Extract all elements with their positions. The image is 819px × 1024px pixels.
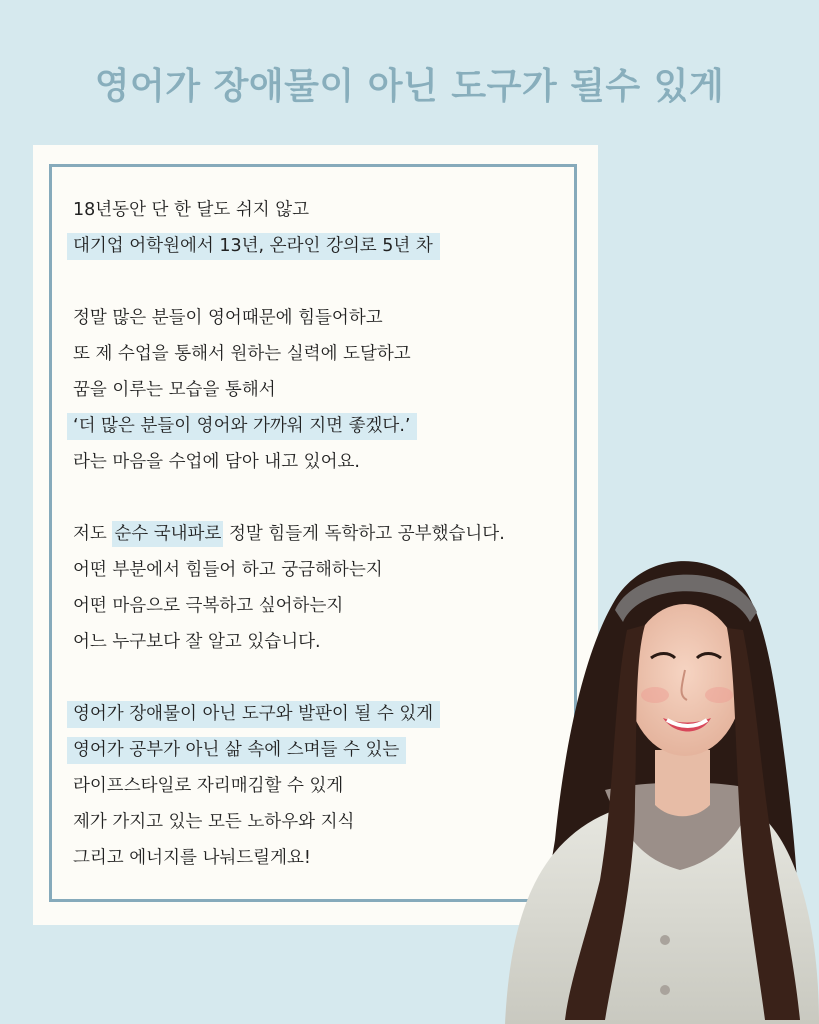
text-line: 꿈을 이루는 모습을 통해서 (73, 380, 276, 400)
text-line: 제가 가지고 있는 모든 노하우와 지식 (73, 812, 355, 832)
text-line: 어떤 부분에서 힘들어 하고 궁금해하는지 (73, 560, 383, 580)
text-line-highlighted: 영어가 공부가 아닌 삶 속에 스며들 수 있는 (73, 732, 573, 768)
text-line: 어떤 마음으로 극복하고 싶어하는지 (73, 596, 344, 616)
text-line: 어느 누구보다 잘 알고 있습니다. (73, 632, 321, 652)
text-line: 라는 마음을 수업에 담아 내고 있어요. (73, 452, 360, 472)
text-line: 그리고 에너지를 나눠드릴게요! (73, 848, 311, 868)
text-line: 또 제 수업을 통해서 원하는 실력에 도달하고 (73, 344, 411, 364)
text-line: 저도 순수 국내파로 정말 힘들게 독학하고 공부했습니다. (73, 516, 573, 552)
text-line: 라이프스타일로 자리매김할 수 있게 (73, 776, 344, 796)
text-line-highlighted: ‘더 많은 분들이 영어와 가까워 지면 좋겠다.’ (73, 408, 573, 444)
page-headline: 영어가 장애물이 아닌 도구가 될수 있게 (94, 66, 725, 107)
text-line: 정말 많은 분들이 영어때문에 힘들어하고 (73, 308, 383, 328)
instructor-photo (495, 540, 819, 1024)
text-line-highlighted: 대기업 어학원에서 13년, 온라인 강의로 5년 차 (73, 228, 573, 264)
highlighted-phrase: 순수 국내파로 (112, 521, 223, 547)
text-line-highlighted: 영어가 장애물이 아닌 도구와 발판이 될 수 있게 (73, 696, 573, 732)
text-line: 18년동안 단 한 달도 쉬지 않고 (73, 200, 310, 220)
